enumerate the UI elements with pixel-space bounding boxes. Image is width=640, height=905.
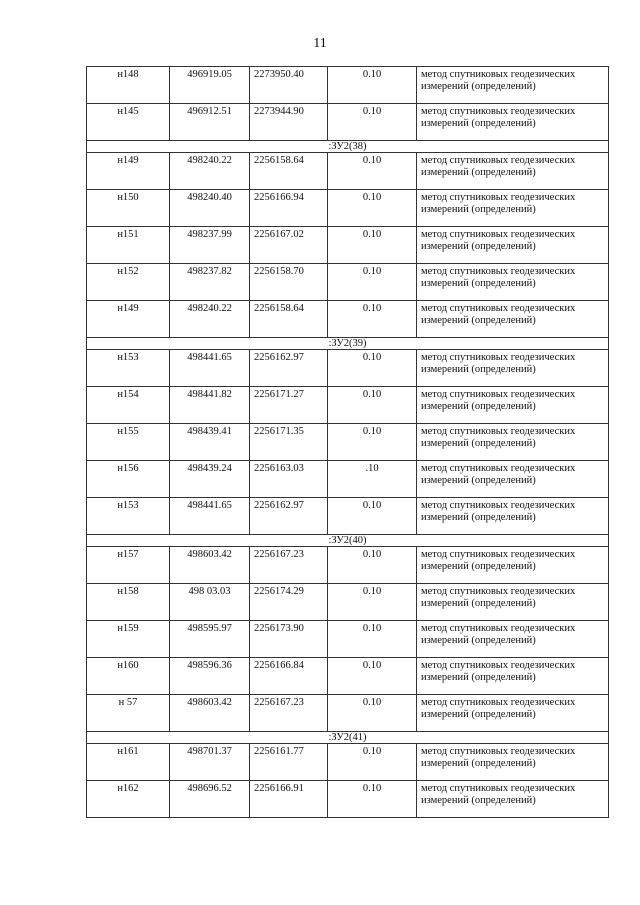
accuracy-cell: 0.10 [328,67,417,104]
table-row [87,498,609,535]
x-coord-cell: 498595.97 [170,621,250,658]
method-cell: метод спутниковых геодезических измерений (определений) [417,695,609,732]
x-coord-cell: 498439.24 [170,461,250,498]
table-row [87,621,609,658]
method-cell: метод спутниковых геодезических измерений (определений) [417,781,609,818]
x-coord-cell: 498 03.03 [170,584,250,621]
accuracy-cell: 0.10 [328,547,417,584]
point-id-cell: н154 [87,387,170,424]
accuracy-cell: 0.10 [328,104,417,141]
point-id-cell: н155 [87,424,170,461]
section-label: :ЗУ2(39) [87,338,609,350]
point-id-cell: н151 [87,227,170,264]
section-header-row [87,141,609,153]
table-row [87,781,609,818]
method-cell: метод спутниковых геодезических измерений (определений) [417,227,609,264]
y-coord-cell: 2256166.84 [250,658,328,695]
method-cell: метод спутниковых геодезических измерений (определений) [417,744,609,781]
accuracy-cell: 0.10 [328,301,417,338]
point-id-cell: н149 [87,153,170,190]
method-cell: метод спутниковых геодезических измерений (определений) [417,547,609,584]
method-cell: метод спутниковых геодезических измерений (определений) [417,387,609,424]
y-coord-cell: 2273950.40 [250,67,328,104]
point-id-cell: н160 [87,658,170,695]
x-coord-cell: 498237.99 [170,227,250,264]
accuracy-cell: 0.10 [328,153,417,190]
accuracy-cell: 0.10 [328,621,417,658]
table-row [87,350,609,387]
y-coord-cell: 2256162.97 [250,498,328,535]
y-coord-cell: 2256171.27 [250,387,328,424]
y-coord-cell: 2256173.90 [250,621,328,658]
method-cell: метод спутниковых геодезических измерений (определений) [417,424,609,461]
accuracy-cell: 0.10 [328,350,417,387]
table-row [87,67,609,104]
point-id-cell: н153 [87,350,170,387]
method-cell: метод спутниковых геодезических измерений (определений) [417,584,609,621]
x-coord-cell: 498240.22 [170,153,250,190]
table-row [87,387,609,424]
accuracy-cell: 0.10 [328,658,417,695]
point-id-cell: н148 [87,67,170,104]
x-coord-cell: 496919.05 [170,67,250,104]
x-coord-cell: 496912.51 [170,104,250,141]
y-coord-cell: 2256158.64 [250,153,328,190]
table-row [87,695,609,732]
method-cell: метод спутниковых геодезических измерений (определений) [417,190,609,227]
method-cell: метод спутниковых геодезических измерений (определений) [417,350,609,387]
section-label: :ЗУ2(41) [87,732,609,744]
table-row [87,424,609,461]
method-cell: метод спутниковых геодезических измерений (определений) [417,153,609,190]
y-coord-cell: 2256167.23 [250,547,328,584]
section-label: :ЗУ2(38) [87,141,609,153]
point-id-cell: н159 [87,621,170,658]
point-id-cell: н145 [87,104,170,141]
accuracy-cell: 0.10 [328,584,417,621]
accuracy-cell: 0.10 [328,695,417,732]
table-row [87,658,609,695]
table-row [87,301,609,338]
table-row [87,584,609,621]
y-coord-cell: 2273944.90 [250,104,328,141]
x-coord-cell: 498240.22 [170,301,250,338]
method-cell: метод спутниковых геодезических измерений (определений) [417,264,609,301]
section-header-row [87,535,609,547]
accuracy-cell: 0.10 [328,264,417,301]
point-id-cell: н158 [87,584,170,621]
accuracy-cell: .10 [328,461,417,498]
y-coord-cell: 2256162.97 [250,350,328,387]
y-coord-cell: 2256174.29 [250,584,328,621]
page-number: 11 [313,36,327,51]
x-coord-cell: 498237.82 [170,264,250,301]
table-row [87,227,609,264]
table-row [87,153,609,190]
y-coord-cell: 2256163.03 [250,461,328,498]
x-coord-cell: 498439.41 [170,424,250,461]
y-coord-cell: 2256158.70 [250,264,328,301]
accuracy-cell: 0.10 [328,387,417,424]
table-row [87,547,609,584]
method-cell: метод спутниковых геодезических измерений (определений) [417,621,609,658]
accuracy-cell: 0.10 [328,744,417,781]
point-id-cell: н149 [87,301,170,338]
x-coord-cell: 498240.40 [170,190,250,227]
point-id-cell: н153 [87,498,170,535]
section-label: :ЗУ2(40) [87,535,609,547]
point-id-cell: н157 [87,547,170,584]
method-cell: метод спутниковых геодезических измерений (определений) [417,461,609,498]
accuracy-cell: 0.10 [328,498,417,535]
table-body [87,67,609,818]
section-header-row [87,338,609,350]
table-row [87,461,609,498]
point-id-cell: н162 [87,781,170,818]
point-id-cell: н152 [87,264,170,301]
y-coord-cell: 2256158.64 [250,301,328,338]
table-row [87,104,609,141]
point-id-cell: н 57 [87,695,170,732]
y-coord-cell: 2256171.35 [250,424,328,461]
point-id-cell: н150 [87,190,170,227]
y-coord-cell: 2256167.23 [250,695,328,732]
x-coord-cell: 498441.65 [170,498,250,535]
accuracy-cell: 0.10 [328,190,417,227]
accuracy-cell: 0.10 [328,781,417,818]
point-id-cell: н156 [87,461,170,498]
section-header-row [87,732,609,744]
table-row [87,264,609,301]
point-id-cell: н161 [87,744,170,781]
method-cell: метод спутниковых геодезических измерений (определений) [417,104,609,141]
x-coord-cell: 498701.37 [170,744,250,781]
table-row [87,744,609,781]
x-coord-cell: 498441.82 [170,387,250,424]
table-row [87,190,609,227]
y-coord-cell: 2256161.77 [250,744,328,781]
y-coord-cell: 2256167.02 [250,227,328,264]
x-coord-cell: 498603.42 [170,547,250,584]
x-coord-cell: 498696.52 [170,781,250,818]
x-coord-cell: 498596.36 [170,658,250,695]
x-coord-cell: 498603.42 [170,695,250,732]
x-coord-cell: 498441.65 [170,350,250,387]
method-cell: метод спутниковых геодезических измерений (определений) [417,301,609,338]
y-coord-cell: 2256166.91 [250,781,328,818]
method-cell: метод спутниковых геодезических измерений (определений) [417,658,609,695]
method-cell: метод спутниковых геодезических измерений (определений) [417,498,609,535]
accuracy-cell: 0.10 [328,424,417,461]
accuracy-cell: 0.10 [328,227,417,264]
method-cell: метод спутниковых геодезических измерений (определений) [417,67,609,104]
y-coord-cell: 2256166.94 [250,190,328,227]
coordinates-table [86,66,609,818]
